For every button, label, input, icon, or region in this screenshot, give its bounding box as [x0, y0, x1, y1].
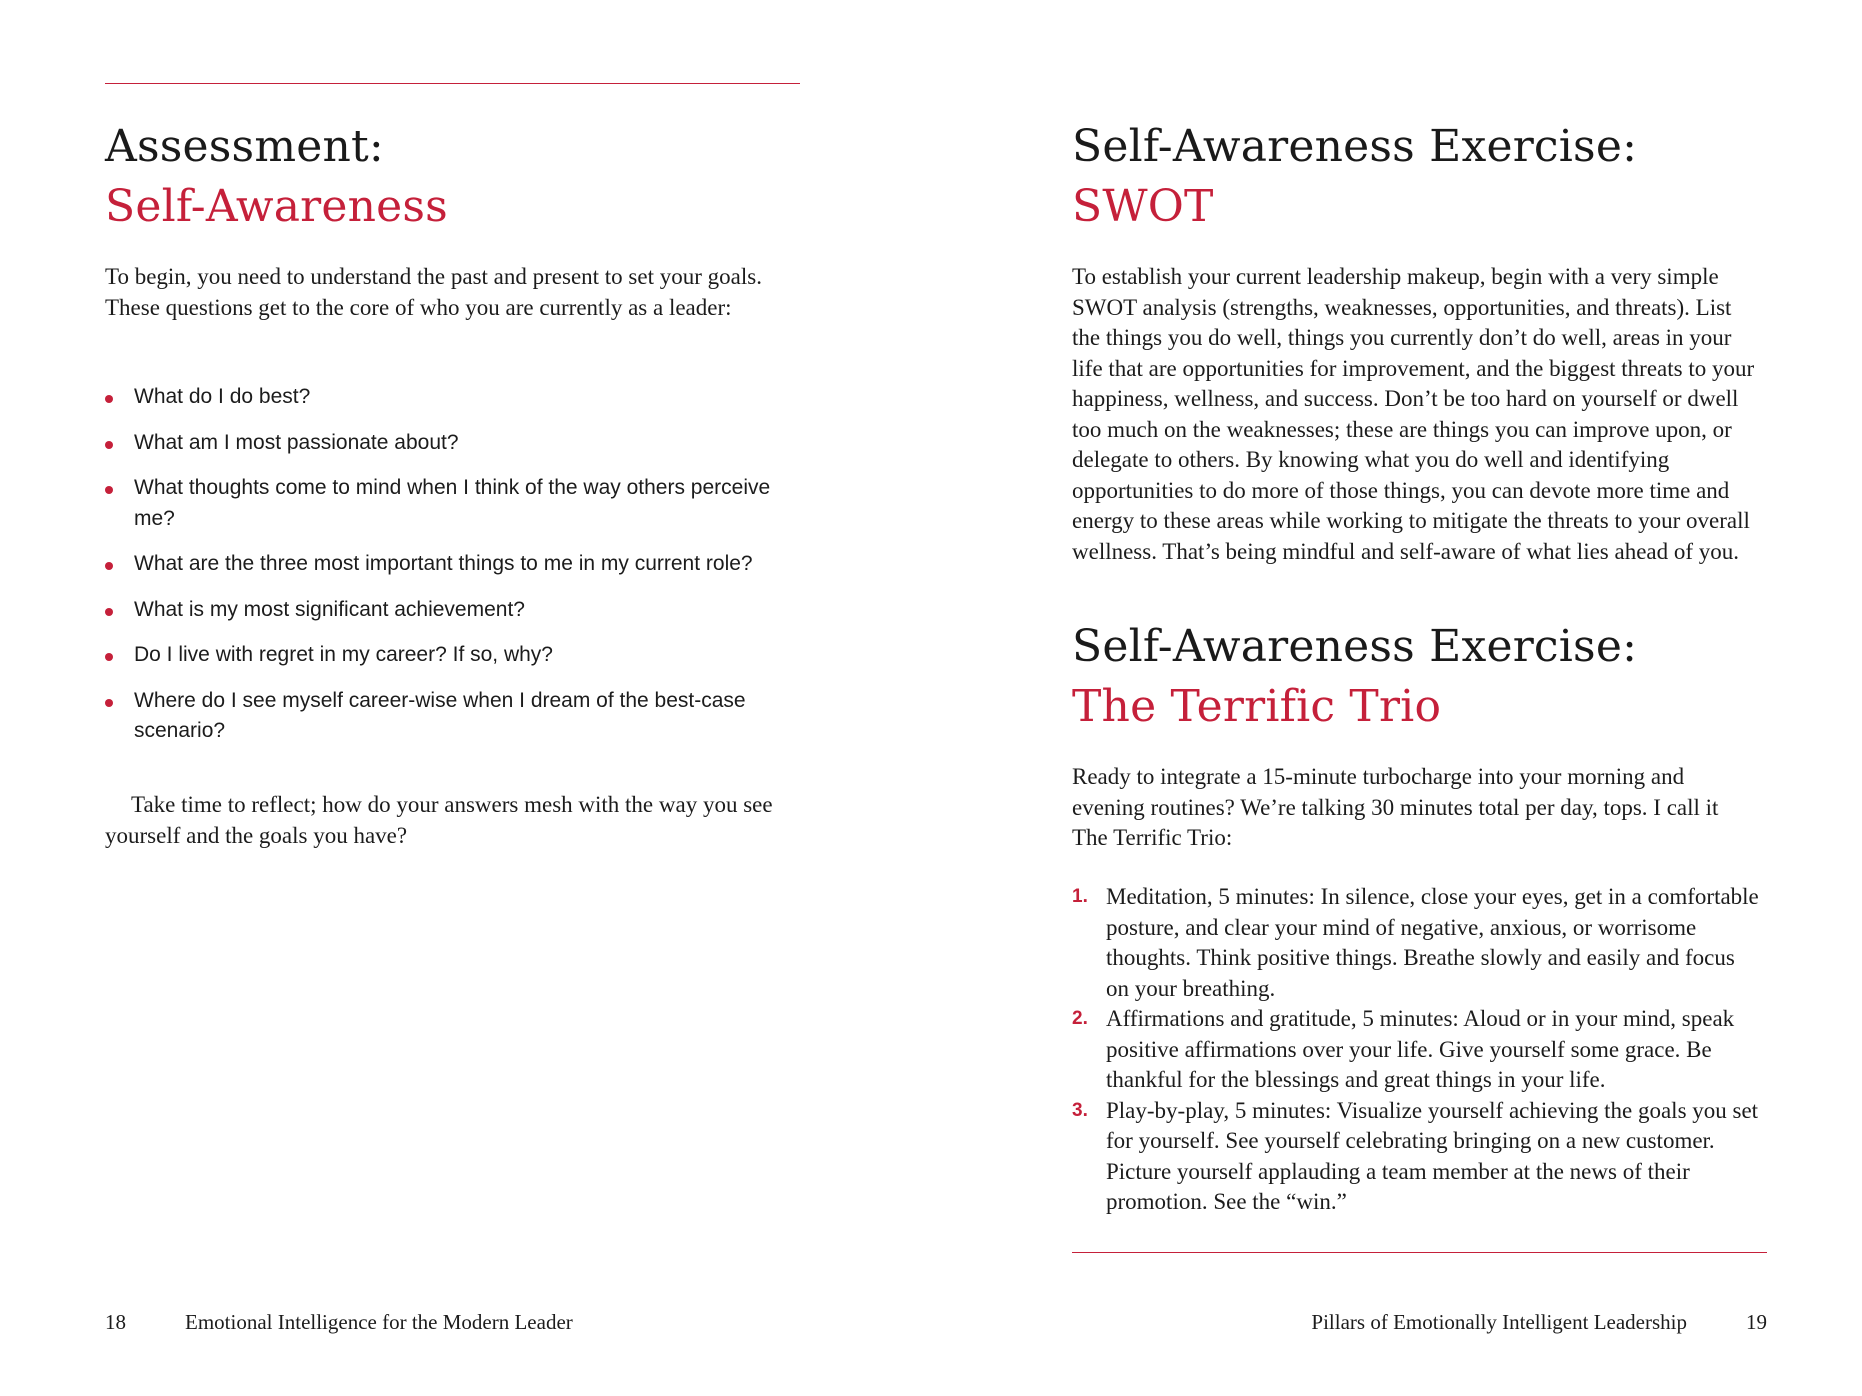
assessment-heading: [105, 117, 800, 237]
list-item: [105, 382, 785, 413]
list-item: [105, 473, 785, 534]
swot-paragraph: To establish your current leadership makeup, begin with a very simple SWOT analysis (strengths, weaknesses, opportunities, and threats). List the things you do well, things you currently don’t do well, areas in your life that are opportunities for improvement, and the biggest threats to your happiness, wellness, and success. Don’t be too hard on yourself or dwell too much on the weaknesses; these are things you can improve upon, or delegate to others. By knowing what you do well and identifying opportunities to do more of those things, you can devote more time and energy to these areas while working to mitigate the threats to your overall wellness. That’s being mindful and self-aware of what lies ahead of you.: [1072, 264, 1755, 564]
bullet-icon: [105, 395, 113, 403]
bullet-icon: [105, 653, 113, 661]
heading-line-2: SWOT: [1072, 181, 1214, 232]
item-number: 3.: [1072, 1099, 1088, 1121]
bullet-icon: [105, 441, 113, 449]
heading-line-1: Self-Awareness Exercise:: [1072, 621, 1638, 672]
question-text: What do I do best?: [134, 385, 311, 408]
heading-line-2: Self-Awareness: [105, 181, 448, 232]
bullet-icon: [105, 562, 113, 570]
question-text: What am I most passionate about?: [134, 430, 459, 454]
question-text: What thoughts come to mind when I think of the way others perceive me?: [134, 476, 771, 530]
page-number-right: 19: [1746, 1310, 1767, 1334]
list-item: [105, 428, 785, 459]
item-text: Affirmations and gratitude, 5 minutes: Aloud or in your mind, speak positive affirmations over your life. Give yourself some grace. Be thankful for the blessings and great things in your life.: [1106, 1006, 1735, 1092]
item-text: Play-by-play, 5 minutes: Visualize yourself achieving the goals you set for yourself. See yourself celebrating bringing on a new customer. Picture yourself applauding a team member at the news of their promotion. See the “win.”: [1106, 1097, 1759, 1214]
list-item: [1072, 1004, 1762, 1096]
list-item: [105, 686, 785, 747]
bullet-icon: [105, 699, 113, 707]
list-item: [105, 549, 785, 580]
question-text: Where do I see myself career-wise when I dream of the best-case scenario?: [134, 688, 746, 742]
intro-paragraph: To begin, you need to understand the past and present to set your goals. These questions get to the core of who you are currently as a leader:: [105, 264, 762, 320]
item-text: Meditation, 5 minutes: In silence, close your eyes, get in a comfortable posture, and clear your mind of negative, anxious, or worrisome thoughts. Think positive things. Breathe slowly and easily and focus on your breathing.: [1106, 884, 1759, 1001]
running-title-right: Pillars of Emotionally Intelligent Leadership: [1311, 1310, 1687, 1334]
list-item: [105, 640, 785, 671]
reflection-paragraph: Take time to reflect; how do your answers mesh with the way you see yourself and the goals you have?: [105, 792, 773, 848]
heading-line-1: Assessment:: [105, 121, 384, 172]
list-item: [1072, 882, 1762, 1004]
question-text: Do I live with regret in my career? If so, why?: [134, 643, 553, 666]
heading-line-1: Self-Awareness Exercise:: [1072, 121, 1638, 172]
trio-heading: [1072, 617, 1767, 737]
bullet-icon: [105, 608, 113, 616]
questions-list: [105, 382, 785, 762]
trio-intro-paragraph: Ready to integrate a 15-minute turbocharge into your morning and evening routines? We’re talking 30 minutes total per day, tops. I call it The Terrific Trio:: [1072, 764, 1719, 850]
list-item: [105, 595, 785, 626]
question-text: What is my most significant achievement?: [134, 597, 525, 621]
question-text: What are the three most important things to me in my current role?: [134, 552, 753, 575]
top-rule: [105, 83, 800, 84]
bottom-rule: [1072, 1252, 1767, 1253]
bullet-icon: [105, 486, 113, 494]
item-number: 2.: [1072, 1008, 1088, 1029]
list-item: [1072, 1096, 1762, 1218]
trio-list: [1072, 882, 1762, 1218]
item-number: 1.: [1072, 886, 1088, 907]
running-title-left: Emotional Intelligence for the Modern Leader: [185, 1310, 573, 1334]
page-number-left: 18: [105, 1310, 126, 1334]
heading-line-2: The Terrific Trio: [1072, 681, 1442, 732]
swot-heading: [1072, 117, 1767, 237]
